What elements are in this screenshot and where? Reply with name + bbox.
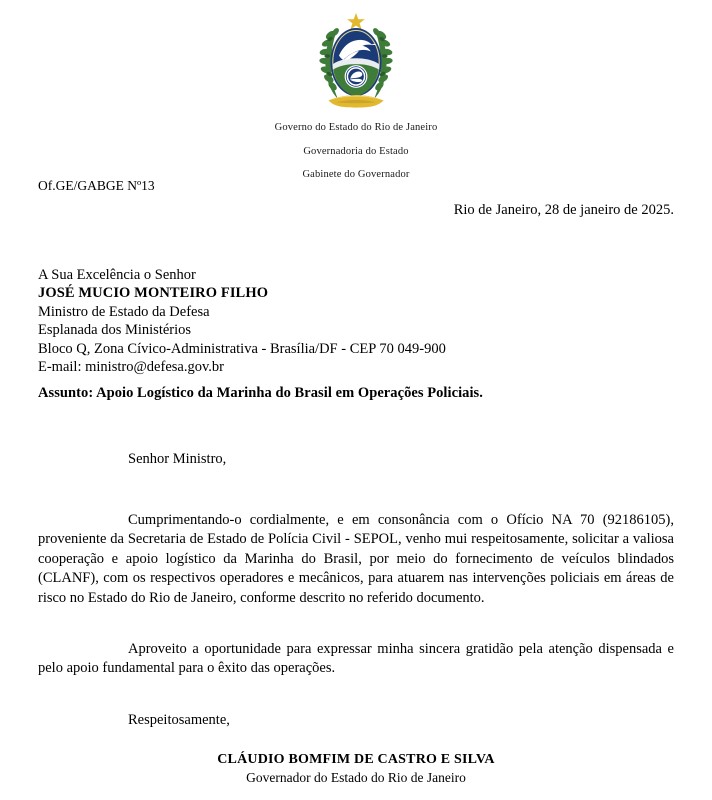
org-line-government: Governo do Estado do Rio de Janeiro	[274, 122, 438, 133]
signatory-name: CLÁUDIO BOMFIM DE CASTRO E SILVA	[217, 752, 495, 767]
addressee-block	[38, 266, 446, 376]
addressee-name: JOSÉ MUCIO MONTEIRO FILHO	[38, 285, 269, 302]
addressee-email: E-mail: ministro@defesa.gov.br	[38, 359, 224, 376]
addressee-address-line-2: Bloco Q, Zona Cívico-Administrativa - Brasília/DF - CEP 70 049-900	[38, 340, 446, 357]
salutation: Senhor Ministro,	[128, 451, 227, 467]
body-paragraph-2: Aproveito a oportunidade para expressar minha sincera gratidão pela atenção dispensada e pelo apoio fundamental para o êxito das operações.	[38, 641, 674, 677]
letterhead	[0, 0, 712, 181]
signature-block	[0, 751, 712, 786]
addressee-role: Ministro de Estado da Defesa	[38, 303, 210, 320]
document-date: Rio de Janeiro, 28 de janeiro de 2025.	[453, 202, 674, 218]
org-line-governorship: Governadoria do Estado	[303, 145, 409, 157]
addressee-address-line-1: Esplanada dos Ministérios	[38, 322, 192, 339]
rio-de-janeiro-coat-of-arms-icon	[314, 10, 398, 114]
org-line-cabinet: Gabinete do Governador	[302, 169, 410, 180]
organization-lines	[0, 123, 712, 181]
closing-salutation: Respeitosamente,	[128, 711, 230, 728]
body-paragraph-1: Cumprimentando-o cordialmente, e em consonância com o Ofício NA 70 (92186105), proveniente da Secretaria de Estado de Polícia Civil - SEPOL, venho mui respeitosamente, solicitar a valiosa cooperação e apoio logístico da Marinha do Brasil, por meio do fornecimento de veículos blindados (CLANF), com os respectivos operadores e mecânicos, para atuarem nas intervenções policiais em áreas de risco no Estado do Rio de Janeiro, conforme descrito no referido documento.	[38, 512, 674, 606]
signatory-role: Governador do Estado do Rio de Janeiro	[246, 770, 466, 785]
subject-line: Assunto: Apoio Logístico da Marinha do Brasil em Operações Policiais.	[38, 385, 483, 401]
document-reference-number: Of.GE/GABGE Nº13	[38, 178, 155, 193]
addressee-treatment: A Sua Excelência o Senhor	[38, 267, 196, 283]
letter-body	[38, 450, 674, 730]
